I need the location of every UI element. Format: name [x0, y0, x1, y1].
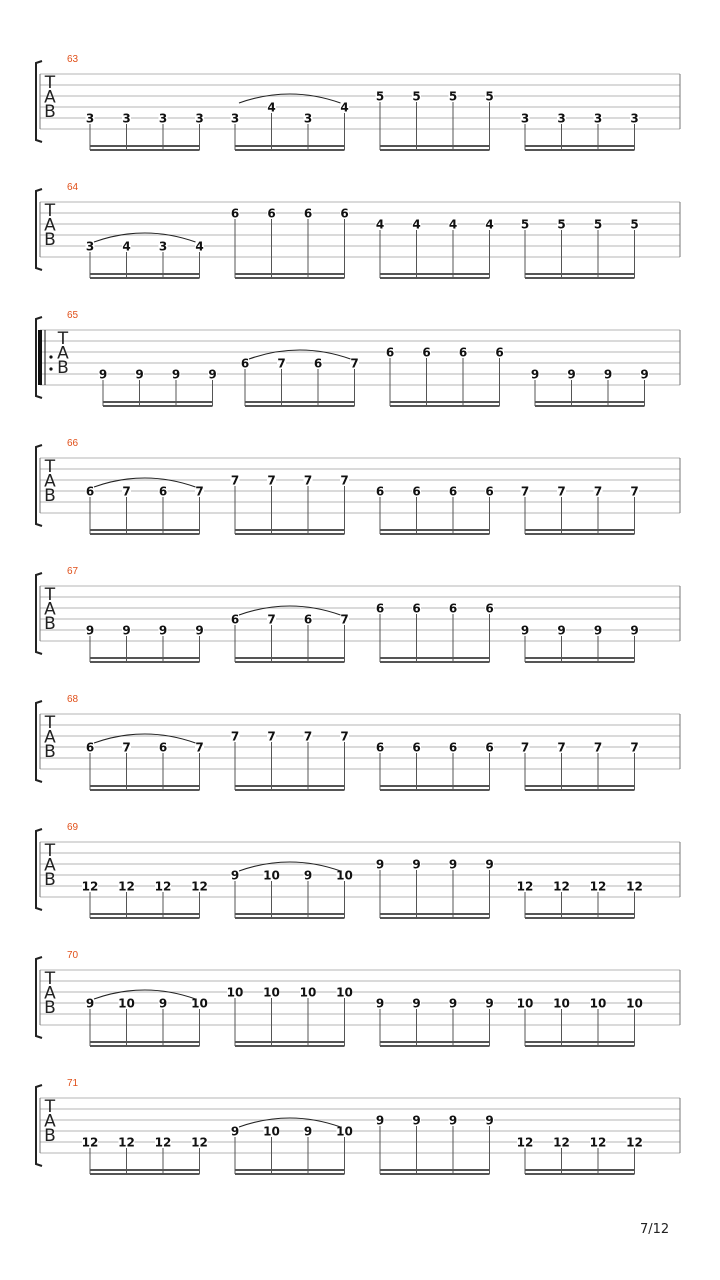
fret-number: 9: [230, 868, 240, 883]
beam: [535, 405, 645, 407]
fret-number: 7: [303, 729, 313, 744]
beam: [525, 529, 635, 531]
fret-number: 3: [158, 111, 168, 126]
fret-number: 6: [158, 740, 168, 755]
fret-number: 9: [375, 857, 385, 872]
beam: [525, 661, 635, 663]
fret-number: 9: [448, 996, 458, 1011]
fret-number: 9: [412, 1113, 421, 1128]
fret-number: 10: [336, 1124, 353, 1139]
tab-system-63: [0, 52, 720, 152]
measure-number: 71: [67, 1078, 79, 1089]
fret-number: 3: [557, 111, 566, 126]
beam: [90, 1173, 200, 1175]
beam: [235, 661, 345, 663]
fret-number: 6: [458, 345, 468, 360]
fret-number: 3: [85, 111, 95, 126]
tab-clef-letter: B: [44, 614, 56, 634]
beam: [90, 145, 200, 147]
measure-number: 69: [67, 822, 79, 833]
beam: [235, 1169, 345, 1171]
fret-number: 6: [412, 601, 421, 616]
beam: [380, 149, 490, 151]
fret-number: 12: [589, 879, 607, 894]
fret-number: 7: [520, 740, 530, 755]
fret-number: 6: [340, 206, 349, 221]
tab-clef-letter: B: [44, 870, 56, 890]
fret-number: 6: [267, 206, 276, 221]
fret-number: 9: [303, 1124, 313, 1139]
fret-number: 9: [375, 1113, 385, 1128]
fret-number: 3: [195, 111, 204, 126]
fret-number: 10: [263, 868, 280, 883]
tab-clef-letter: T: [44, 841, 56, 861]
fret-number: 6: [375, 484, 385, 499]
beam: [380, 785, 490, 787]
fret-number: 5: [630, 217, 639, 232]
beam: [380, 273, 490, 275]
fret-number: 10: [263, 1124, 280, 1139]
fret-number: 9: [593, 623, 603, 638]
beam: [380, 661, 490, 663]
fret-number: 7: [593, 484, 603, 499]
beam: [235, 1041, 345, 1043]
fret-number: 7: [520, 484, 530, 499]
fret-number: 10: [191, 996, 208, 1011]
fret-number: 4: [267, 100, 276, 115]
tab-clef-letter: T: [44, 73, 56, 93]
page-number: 7/12: [640, 1222, 670, 1237]
fret-number: 12: [626, 1135, 643, 1150]
beam: [235, 657, 345, 659]
fret-number: 6: [485, 601, 494, 616]
beam: [235, 529, 345, 531]
fret-number: 10: [336, 985, 353, 1000]
fret-number: 9: [485, 996, 494, 1011]
beam: [525, 785, 635, 787]
measure-number: 64: [67, 182, 79, 193]
beam: [525, 657, 635, 659]
fret-number: 5: [448, 89, 458, 104]
tab-clef-letter: T: [44, 1097, 56, 1117]
beam: [103, 405, 213, 407]
tab-clef-letter: B: [44, 998, 56, 1018]
fret-number: 12: [516, 879, 534, 894]
tab-clef-letter: B: [44, 486, 56, 506]
tab-clef-letter: A: [44, 599, 56, 620]
beam: [380, 1041, 490, 1043]
beam: [235, 785, 345, 787]
fret-number: 7: [277, 356, 286, 371]
repeat-dot: [49, 355, 52, 358]
fret-number: 12: [118, 879, 135, 894]
fret-number: 12: [191, 879, 208, 894]
fret-number: 6: [230, 206, 240, 221]
tab-clef-letter: T: [44, 713, 56, 733]
fret-number: 9: [520, 623, 530, 638]
fret-number: 4: [448, 217, 458, 232]
fret-number: 5: [557, 217, 566, 232]
fret-number: 9: [375, 996, 385, 1011]
fret-number: 12: [516, 1135, 534, 1150]
fret-number: 5: [485, 89, 494, 104]
fret-number: 7: [557, 740, 566, 755]
tab-clef-letter: A: [44, 855, 56, 876]
fret-number: 6: [85, 740, 95, 755]
fret-number: 7: [267, 473, 276, 488]
fret-number: 12: [589, 1135, 607, 1150]
fret-number: 6: [375, 601, 385, 616]
tab-system-67: [0, 564, 720, 664]
fret-number: 6: [495, 345, 504, 360]
fret-number: 7: [340, 729, 349, 744]
beam: [235, 533, 345, 535]
beam: [380, 529, 490, 531]
fret-number: 3: [230, 111, 240, 126]
slur: [94, 990, 196, 999]
tab-clef-letter: T: [57, 329, 69, 349]
beam: [390, 401, 500, 403]
fret-number: 10: [516, 996, 534, 1011]
fret-number: 7: [630, 484, 639, 499]
fret-number: 9: [485, 857, 494, 872]
slur: [94, 734, 196, 743]
fret-number: 10: [226, 985, 244, 1000]
beam: [380, 1173, 490, 1175]
fret-number: 12: [154, 1135, 172, 1150]
fret-number: 9: [412, 996, 421, 1011]
fret-number: 6: [158, 484, 168, 499]
system-bracket: [36, 829, 42, 910]
beam: [90, 661, 200, 663]
tab-clef-letter: A: [44, 215, 56, 236]
fret-number: 9: [85, 623, 95, 638]
tab-system-70: [0, 948, 720, 1048]
beam: [235, 1045, 345, 1047]
tab-clef-letter: T: [44, 585, 56, 605]
fret-number: 12: [626, 879, 643, 894]
fret-number: 6: [303, 206, 313, 221]
fret-number: 6: [422, 345, 431, 360]
fret-number: 3: [630, 111, 639, 126]
system-bracket: [36, 189, 42, 270]
beam: [90, 1041, 200, 1043]
beam: [90, 277, 200, 279]
fret-number: 9: [158, 996, 168, 1011]
fret-number: 9: [485, 1113, 494, 1128]
fret-number: 6: [485, 740, 494, 755]
beam: [525, 1173, 635, 1175]
measure-number: 65: [67, 310, 79, 321]
beam: [525, 149, 635, 151]
fret-number: 5: [520, 217, 530, 232]
tab-clef-letter: A: [44, 87, 56, 108]
fret-number: 5: [412, 89, 421, 104]
tab-clef-letter: A: [44, 471, 56, 492]
fret-number: 7: [340, 612, 349, 627]
beam: [380, 1045, 490, 1047]
repeat-thick-bar: [38, 330, 42, 385]
fret-number: 9: [303, 868, 313, 883]
fret-number: 4: [412, 217, 421, 232]
beam: [525, 273, 635, 275]
tab-clef-letter: T: [44, 969, 56, 989]
fret-number: 6: [240, 356, 250, 371]
tab-system-65: [0, 308, 720, 408]
beam: [380, 277, 490, 279]
fret-number: 10: [336, 868, 353, 883]
beam: [380, 657, 490, 659]
fret-number: 9: [135, 367, 144, 382]
fret-number: 10: [626, 996, 643, 1011]
fret-number: 7: [350, 356, 359, 371]
fret-number: 9: [171, 367, 181, 382]
tab-clef-letter: B: [44, 1126, 56, 1146]
fret-number: 9: [412, 857, 421, 872]
fret-number: 9: [122, 623, 131, 638]
fret-number: 4: [122, 239, 131, 254]
fret-number: 3: [593, 111, 603, 126]
tab-clef-letter: B: [57, 358, 69, 378]
fret-number: 7: [230, 473, 240, 488]
system-bracket: [36, 957, 42, 1038]
tab-clef-letter: T: [44, 457, 56, 477]
fret-number: 7: [122, 484, 131, 499]
fret-number: 7: [267, 612, 276, 627]
fret-number: 12: [553, 1135, 570, 1150]
slur: [239, 606, 341, 615]
tab-system-66: [0, 436, 720, 536]
fret-number: 7: [122, 740, 131, 755]
fret-number: 9: [195, 623, 204, 638]
fret-number: 7: [593, 740, 603, 755]
fret-number: 12: [191, 1135, 208, 1150]
beam: [525, 1169, 635, 1171]
measure-number: 70: [67, 950, 79, 961]
beam: [525, 1041, 635, 1043]
fret-number: 9: [640, 367, 649, 382]
beam: [90, 785, 200, 787]
fret-number: 12: [553, 879, 570, 894]
fret-number: 3: [303, 111, 313, 126]
tab-clef-letter: A: [44, 727, 56, 748]
slur: [239, 1118, 341, 1127]
fret-number: 9: [208, 367, 217, 382]
fret-number: 12: [118, 1135, 135, 1150]
fret-number: 6: [385, 345, 395, 360]
beam: [235, 789, 345, 791]
fret-number: 6: [448, 740, 458, 755]
fret-number: 3: [520, 111, 530, 126]
fret-number: 9: [448, 1113, 458, 1128]
beam: [235, 1173, 345, 1175]
fret-number: 4: [340, 100, 349, 115]
beam: [390, 405, 500, 407]
fret-number: 9: [603, 367, 613, 382]
tab-clef-letter: A: [44, 983, 56, 1004]
measure-number: 68: [67, 694, 79, 705]
beam: [235, 145, 345, 147]
fret-number: 9: [230, 1124, 240, 1139]
fret-number: 12: [154, 879, 172, 894]
tab-system-69: [0, 820, 720, 920]
system-bracket: [36, 701, 42, 782]
fret-number: 9: [85, 996, 95, 1011]
fret-number: 4: [195, 239, 204, 254]
beam: [235, 913, 345, 915]
system-bracket: [36, 445, 42, 526]
fret-number: 10: [118, 996, 135, 1011]
fret-number: 6: [448, 601, 458, 616]
fret-number: 7: [557, 484, 566, 499]
fret-number: 10: [299, 985, 317, 1000]
beam: [90, 273, 200, 275]
fret-number: 7: [303, 473, 313, 488]
tab-clef-letter: B: [44, 230, 56, 250]
fret-number: 3: [85, 239, 95, 254]
fret-number: 9: [530, 367, 540, 382]
beam: [525, 145, 635, 147]
beam: [90, 529, 200, 531]
tab-clef-letter: B: [44, 102, 56, 122]
beam: [380, 789, 490, 791]
beam: [525, 277, 635, 279]
measure-number: 63: [67, 54, 79, 65]
beam: [380, 1169, 490, 1171]
fret-number: 3: [122, 111, 131, 126]
slur: [239, 862, 341, 871]
beam: [525, 789, 635, 791]
beam: [380, 145, 490, 147]
beam: [380, 533, 490, 535]
beam: [525, 1045, 635, 1047]
tab-clef-letter: B: [44, 742, 56, 762]
beam: [90, 1045, 200, 1047]
beam: [90, 149, 200, 151]
beam: [525, 533, 635, 535]
tab-clef-letter: T: [44, 201, 56, 221]
measure-number: 66: [67, 438, 79, 449]
beam: [103, 401, 213, 403]
fret-number: 6: [412, 484, 421, 499]
beam: [525, 917, 635, 919]
tab-clef-letter: A: [57, 343, 69, 364]
fret-number: 6: [448, 484, 458, 499]
fret-number: 9: [557, 623, 566, 638]
fret-number: 3: [158, 239, 168, 254]
fret-number: 6: [485, 484, 494, 499]
beam: [245, 401, 355, 403]
fret-number: 9: [98, 367, 108, 382]
beam: [90, 1169, 200, 1171]
slur: [94, 233, 196, 242]
beam: [380, 913, 490, 915]
fret-number: 10: [553, 996, 570, 1011]
fret-number: 9: [158, 623, 168, 638]
beam: [90, 657, 200, 659]
beam: [380, 917, 490, 919]
fret-number: 6: [412, 740, 421, 755]
fret-number: 7: [195, 740, 204, 755]
fret-number: 7: [267, 729, 276, 744]
beam: [535, 401, 645, 403]
tab-system-64: [0, 180, 720, 280]
beam: [525, 913, 635, 915]
tab-system-68: [0, 692, 720, 792]
tab-clef-letter: A: [44, 1111, 56, 1132]
fret-number: 9: [448, 857, 458, 872]
fret-number: 5: [375, 89, 385, 104]
fret-number: 6: [230, 612, 240, 627]
fret-number: 6: [375, 740, 385, 755]
slur: [239, 94, 341, 103]
fret-number: 4: [375, 217, 385, 232]
fret-number: 7: [630, 740, 639, 755]
slur: [249, 350, 351, 359]
fret-number: 10: [589, 996, 607, 1011]
beam: [245, 405, 355, 407]
beam: [90, 789, 200, 791]
fret-number: 9: [630, 623, 639, 638]
beam: [90, 913, 200, 915]
fret-number: 6: [313, 356, 323, 371]
system-bracket: [36, 1085, 42, 1166]
fret-number: 6: [85, 484, 95, 499]
fret-number: 6: [303, 612, 313, 627]
fret-number: 7: [195, 484, 204, 499]
slur: [94, 478, 196, 487]
system-bracket: [36, 61, 42, 142]
beam: [235, 917, 345, 919]
fret-number: 7: [230, 729, 240, 744]
fret-number: 9: [567, 367, 576, 382]
fret-number: 7: [340, 473, 349, 488]
fret-number: 12: [81, 879, 99, 894]
beam: [90, 917, 200, 919]
measure-number: 67: [67, 566, 79, 577]
beam: [90, 533, 200, 535]
beam: [235, 277, 345, 279]
fret-number: 5: [593, 217, 603, 232]
fret-number: 4: [485, 217, 494, 232]
system-bracket: [36, 573, 42, 654]
tab-system-71: [0, 1076, 720, 1176]
beam: [235, 149, 345, 151]
beam: [235, 273, 345, 275]
repeat-dot: [49, 367, 52, 370]
fret-number: 10: [263, 985, 280, 1000]
fret-number: 12: [81, 1135, 99, 1150]
